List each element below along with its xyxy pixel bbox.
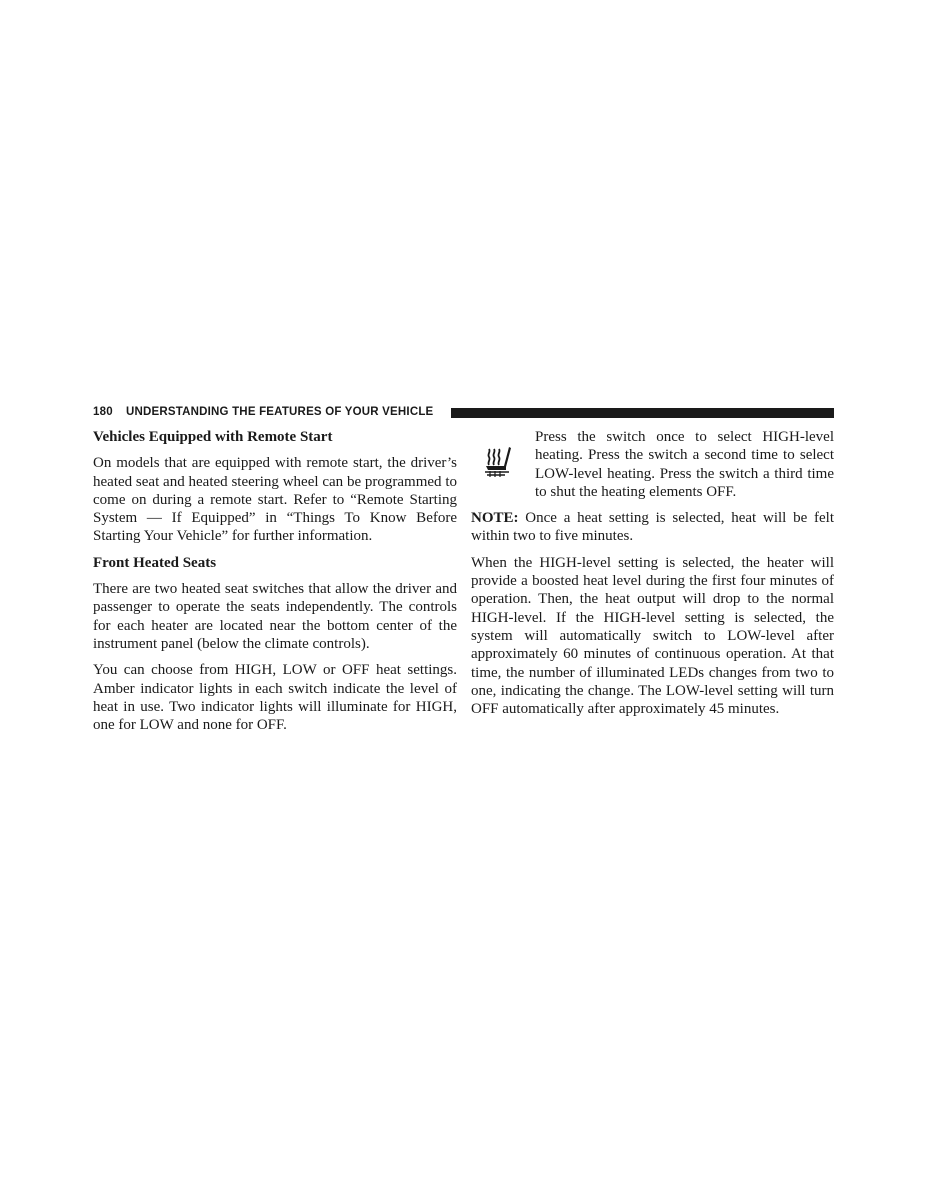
section-title: UNDERSTANDING THE FEATURES OF YOUR VEHICLE bbox=[126, 406, 434, 418]
high-level-paragraph: When the HIGH-level setting is selected, the heater will provide a boosted heat level during the first four minutes of operation. Then, the heat output will drop to the normal HIGH-level. If the HIGH-level setting is selected, the system will automatically switch to LOW-level after approximately 60 minutes of continuous operation. At that time, the number of illuminated LEDs changes from two to one, indicating the change. The LOW-level setting will turn OFF automatically after approximately 45 minutes. bbox=[471, 554, 834, 718]
heated-seats-paragraph-1: There are two heated seat switches that allow the driver and passenger to operate the seats independently. The controls for each heater are located near the bottom center of the instrument panel (below the climate controls). bbox=[93, 581, 457, 652]
switch-instruction-block bbox=[471, 428, 834, 501]
note-paragraph bbox=[471, 509, 834, 546]
right-column bbox=[471, 428, 834, 726]
note-text: Once a heat setting is selected, heat will be felt within two to five minutes. bbox=[471, 510, 834, 545]
page-header bbox=[93, 406, 834, 420]
switch-instruction-text: Press the switch once to select HIGH-level heating. Press the switch a second time to select LOW-level heating. Press the switch a third time to shut the heating elements OFF. bbox=[535, 429, 834, 500]
left-column bbox=[93, 428, 457, 742]
page-number: 180 bbox=[93, 406, 113, 418]
heated-seat-icon bbox=[479, 444, 519, 480]
remote-start-heading: Vehicles Equipped with Remote Start bbox=[93, 429, 333, 445]
remote-start-paragraph: On models that are equipped with remote start, the driver’s heated seat and heated steering wheel can be programmed to come on during a remote start. Refer to “Remote Starting System — If Equipped” in “Things To Know Before Starting Your Vehicle” for further information. bbox=[93, 455, 457, 545]
heated-seats-heading: Front Heated Seats bbox=[93, 554, 217, 571]
note-label: NOTE: bbox=[471, 510, 519, 527]
heated-seats-paragraph-2: You can choose from HIGH, LOW or OFF heat settings. Amber indicator lights in each switch indicate the level of heat in use. Two indicator lights will illuminate for HIGH, one for LOW and none for OFF. bbox=[93, 662, 457, 734]
header-rule bbox=[451, 408, 834, 418]
